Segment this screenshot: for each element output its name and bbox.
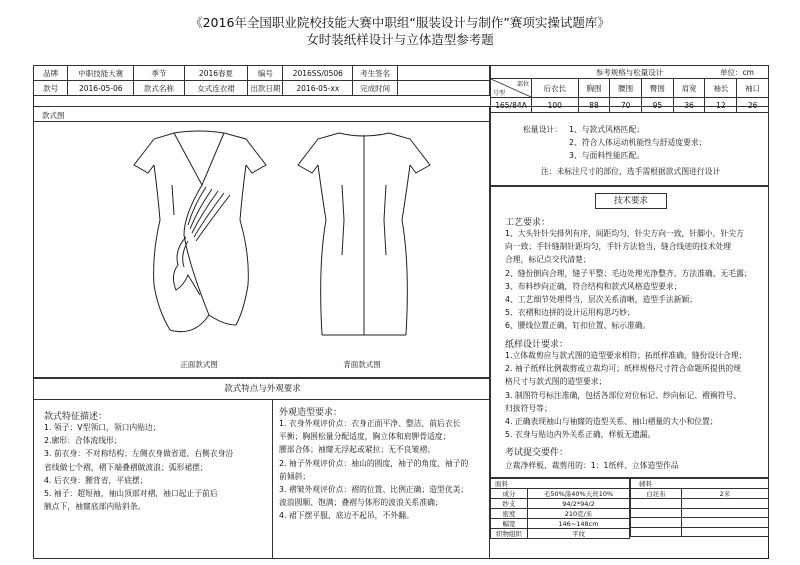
drawing-label: 款式图 [42,111,65,120]
size-value: 88 [578,98,610,113]
appearance-item: 2. 袖子外观评价点：袖山的圆度，袖子的角度，袖子的 [279,458,469,468]
divider [34,121,491,122]
features-title: 款式特点与外观要求 [34,379,491,400]
desc-item: 2.廓形：合体流线形； [44,436,122,446]
pattern-item: 4. 正确表现袖山与袖窿的造型关系、袖山褶量的大小和位置； [505,417,718,427]
info-cell: 出款日期 [248,81,283,96]
fabric-value: 毛50%涤40%天丝10% [528,489,630,499]
submit-item: 立裁净样板、裁剪用的：1：1纸样、立体造型作品 [505,461,679,470]
info-cell: 2016春夏 [184,66,248,81]
size-value: 36 [673,98,705,113]
desc-item: 腋点下，袖窿底部内贴斜条。 [44,502,146,512]
craft-item: 2、缝份倒向合理，缝子平整；毛边处理光净整齐、方法准确、无毛露； [505,268,752,278]
ease-item: 1、与款式风格匹配； [569,125,645,134]
fabric-value: 94/2*94/2 [528,499,630,509]
fabric-key: 密度 [491,509,528,519]
fabric-key: 成分 [491,489,528,499]
appearance-item: 4. 裙下摆平服、底边不起吊，不外翻。 [279,511,414,521]
desc-item: 4. 后衣身：腰背省，平底摆； [44,475,148,485]
info-cell: 2016-05-xx [283,81,353,96]
info-table [33,65,490,96]
appearance-item: 波浪圆顺、饱满；叠褶与体形的波浪关系准确； [279,498,443,508]
document-title: 《2016年全国职业院校技能大赛中职组“服装设计与制作”赛项实操试题库》 [190,15,610,30]
size-header-top: 部位 [516,81,529,88]
appearance-item: 3. 褶皱外观评价点：褶的位置、比例正确；造型优美； [279,485,469,495]
info-cell: 考生签名 [353,66,397,81]
info-cell: 款号 [34,81,68,96]
tech-title: 技术要求 [595,193,667,209]
size-corner-cell [491,79,532,98]
craft-item: 4、工艺细节处理得当，层次关系清晰，造型手法新颖； [505,295,698,305]
appearance-item: 平衡；胸围松量分配适度，胸立体和肩胛骨适度； [279,432,451,442]
ease-item: 3、与面料性能匹配。 [569,151,645,160]
fabric-table [490,478,630,539]
pattern-list [505,349,746,441]
size-value: 70 [610,98,642,113]
appearance-item: 腰部合体；袖窿无浮起或紧拉；无不良皱褶； [279,445,435,455]
pattern-item: 2. 袖子纸样比例裁剪或立裁均可；纸样规格尺寸符合命题所提供的规 [505,364,742,374]
craft-item: 5、衣褶和边拼的设计运用构思巧妙； [505,308,635,318]
drawing-section [33,106,490,378]
size-value: 26 [737,98,769,113]
submit-title: 考试提交要件： [505,448,569,458]
fabric-value: 210克/米 [528,509,630,519]
aux-table [630,478,769,537]
size-table-unit: 单位：cm [720,68,754,77]
ease-section [490,106,769,186]
craft-item: 6、腰线位置正确，钉扣位置、标示准确。 [505,321,651,331]
fabric-value: 平纹 [528,529,630,539]
info-cell: 款式名称 [134,81,184,96]
size-value: 12 [705,98,737,113]
tech-section [490,186,769,478]
document-subtitle: 女时装纸样设计与立体造型参考题 [306,32,494,47]
size-col-header: 胸围 [578,79,610,98]
info-cell: 品牌 [34,66,68,81]
fabric-key: 纱支 [491,499,528,509]
appearance-title: 外观造型要求： [279,408,343,418]
pattern-item: 1.立体裁剪应与款式图的造型要求相符；拓纸样准确，缝份设计合理； [505,351,747,360]
divider [272,399,273,559]
back-caption: 背面款式图 [343,360,381,369]
size-col-header: 袖长 [705,79,737,98]
info-cell: 2016SS/0506 [283,66,353,81]
aux-title: 辅料 [631,479,769,489]
ease-item: 2、符合人体运动机能性与舒适度要求； [569,138,707,147]
aux-value: 2米 [682,489,769,499]
info-cell [397,66,489,81]
fabric-value: 146~148cm [528,519,630,529]
size-label: 165/84A [491,98,532,113]
info-cell: 中职技能大赛 [68,66,134,81]
size-header-bottom: 号型 [493,90,506,97]
info-cell: 2016-05-06 [68,81,134,96]
aux-key: 白坯布 [631,489,682,499]
appearance-item: 前倾斜； [279,471,311,481]
craft-item: 向一致；手针缝制针距均匀，手针方法恰当，缝合线迹的技术处理 [505,242,732,252]
fabric-title: 面料 [491,479,630,489]
desc-item: 3. 前衣身：不对称结构；左侧衣身做省道，右侧衣身沿 [44,449,234,459]
size-col-header: 腰围 [610,79,642,98]
ease-label: 松量设计： [523,125,562,134]
size-value: 100 [532,98,579,113]
ease-note: 注：未标注尺寸的部位，选手需根据款式图进行设计 [541,167,721,176]
craft-item: 合理，标记点交代清楚； [505,255,591,265]
pattern-title: 纸样设计要求： [505,340,569,350]
size-col-header: 臀围 [642,79,674,98]
fabric-key: 幅宽 [491,519,528,529]
desc-title: 款式特征描述： [44,412,108,422]
size-col-header: 袖口 [737,79,769,98]
fabric-key: 织物组织 [491,529,528,539]
pattern-item: 归拔符号等； [505,403,552,413]
craft-item: 3、布料纱向正确，符合结构和款式风格造型要求； [505,281,682,291]
size-table-title: 参考规格与松量设计 [595,67,664,77]
front-dress-drawing [114,125,289,350]
craft-list [505,227,752,333]
size-value: 95 [642,98,674,113]
desc-item: 省线做七个褶，褶下端叠褶做波浪；弧形裙摆； [44,462,208,472]
info-cell: 编号 [248,66,283,81]
appearance-item: 1. 衣身外观评价点：衣身正面平净、整洁，前后衣长 [279,419,461,428]
info-cell: 季节 [134,66,184,81]
size-col-header: 肩宽 [673,79,705,98]
pattern-item: 格尺寸与款式图的造型要求； [505,377,607,387]
desc-item: 5. 袖子：超短袖，袖山顶部对褶，袖口起止于前后 [44,489,218,499]
desc-list [44,421,233,513]
craft-title: 工艺要求： [505,218,551,228]
info-cell: 女式连衣裙 [184,81,248,96]
back-dress-drawing [284,125,444,350]
pattern-item: 3. 制图符号标注准确，包括各部位对位标记、纱向标记、褶裥符号、 [505,390,742,400]
info-cell: 完成时间 [353,81,397,96]
info-cell [397,81,489,96]
features-section [33,378,490,559]
desc-item: 1. 领子：V型领口，领口内贴边； [44,423,161,432]
craft-item: 1、大头针针尖排列有序，间距均匀，针尖方向一致，针脚小，针尖方 [505,229,744,238]
front-caption: 正面款式图 [180,360,218,369]
size-col-header: 后衣长 [532,79,579,98]
pattern-item: 5. 衣身与贴边内外关系正确，样板无遗漏。 [505,430,656,440]
appearance-list [279,417,468,523]
